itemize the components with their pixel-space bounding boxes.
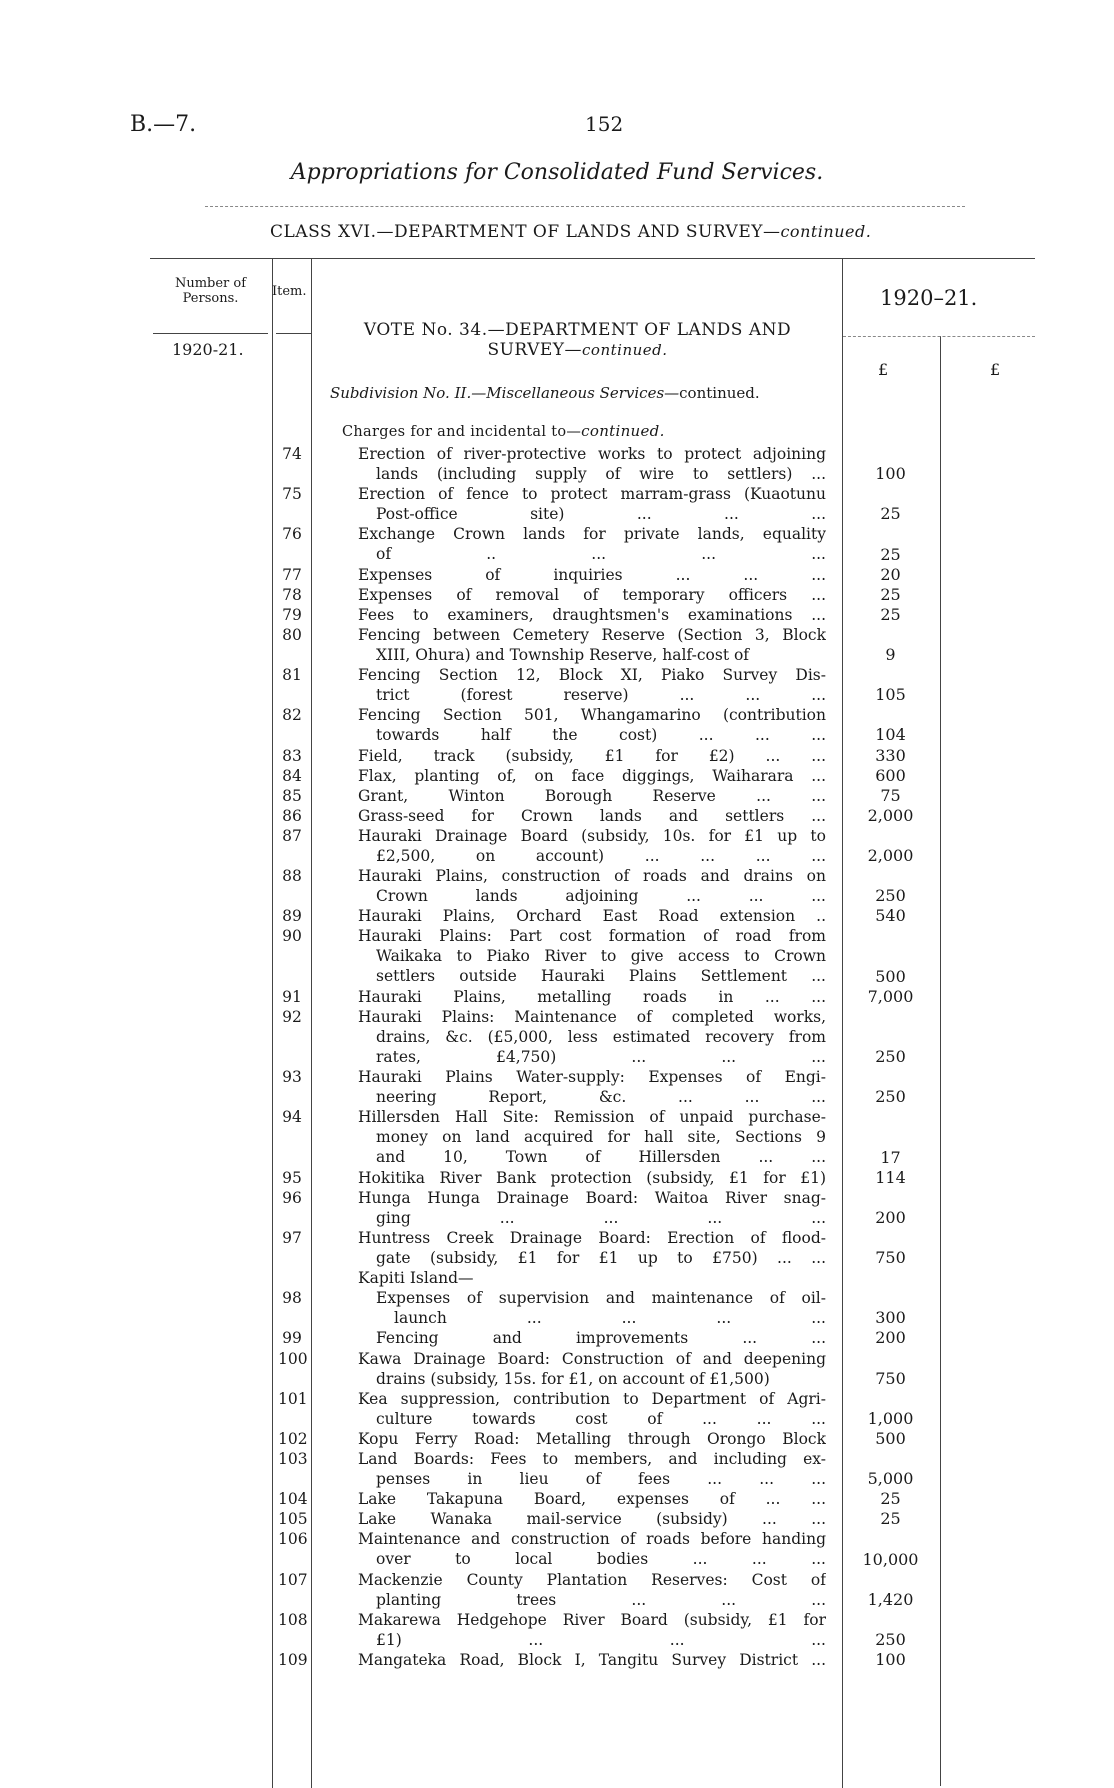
item-description: [358, 1168, 826, 1188]
description-line: Mangateka Road, Block I, Tangitu Survey District ...: [358, 1651, 826, 1669]
item-description: [358, 1650, 826, 1670]
item-number: 84: [282, 766, 302, 785]
item-amount: 500: [875, 1428, 906, 1448]
item-number: 89: [282, 907, 302, 926]
description-line: Hauraki Drainage Board (subsidy, 10s. for £1 up to: [358, 826, 826, 845]
description-line: Mackenzie County Plantation Reserves: Cost of: [358, 1570, 826, 1589]
item-number: 104: [278, 1490, 308, 1509]
item-amount: 100: [875, 464, 906, 484]
item-number: 108: [278, 1610, 308, 1629]
item-amount: 25: [880, 504, 901, 524]
item-number: 100: [278, 1349, 308, 1368]
item-amount: 10,000: [862, 1549, 919, 1569]
description-line: trict (forest reserve) ... ... ...: [376, 686, 826, 705]
description-line: Kawa Drainage Board: Construction of and deepening: [358, 1349, 826, 1368]
description-line: Fencing and improvements ... ...: [376, 1329, 826, 1348]
description-line: Fees to examiners, draughtsmen's examinations ...: [358, 605, 826, 624]
item-description: [358, 1007, 826, 1067]
item-amount: 9: [885, 645, 896, 664]
description-line: Flax, planting of, on face diggings, Waiharara ...: [358, 766, 826, 785]
item-number: 87: [282, 826, 302, 845]
description-line: gate (subsidy, £1 for £1 up to £750) ... ...: [376, 1248, 826, 1267]
item-description: [358, 987, 826, 1007]
item-column-header: Item.: [272, 284, 307, 299]
item-amount: 250: [875, 1047, 906, 1066]
item-description: [358, 625, 826, 665]
item-amount: 104: [875, 725, 906, 745]
item-number: 76: [282, 525, 302, 544]
item-number: 93: [282, 1068, 302, 1087]
description-line: Fencing Section 12, Block XI, Piako Survey Dis-: [358, 666, 826, 685]
description-line: Erection of fence to protect marram-grass (Kuaotunu: [358, 485, 826, 504]
description-line: Expenses of supervision and maintenance of oil-: [376, 1289, 826, 1308]
item-amount: 540: [875, 906, 906, 926]
item-number: 74: [282, 445, 302, 463]
description-line: launch ... ... ... ...: [394, 1309, 826, 1328]
item-number: 97: [282, 1228, 302, 1247]
item-amount: 200: [875, 1207, 906, 1227]
item-amount: 114: [875, 1167, 906, 1187]
item-description: [358, 605, 826, 625]
item-number: 91: [282, 987, 302, 1006]
item-amount: 750: [875, 1248, 906, 1267]
item-amount: 105: [875, 685, 906, 705]
description-line: Erection of river-protective works to protect adjoining: [358, 445, 826, 463]
description-line: Grant, Winton Borough Reserve ... ...: [358, 786, 826, 805]
item-description: [358, 1067, 826, 1107]
description-line: of .. ... ... ...: [376, 545, 826, 564]
item-amount: 250: [875, 1087, 906, 1107]
item-description: [358, 906, 826, 926]
item-number: 83: [282, 746, 302, 765]
description-line: Hauraki Plains, metalling roads in ... ...: [358, 987, 826, 1006]
description-line: Expenses of removal of temporary officers ...: [358, 585, 826, 604]
description-line: Fencing between Cemetery Reserve (Section 3, Block: [358, 625, 826, 644]
item-number: 94: [282, 1108, 302, 1127]
item-number: 80: [282, 625, 302, 644]
description-line: Kea suppression, contribution to Department of Agri-: [358, 1389, 826, 1408]
item-description: [358, 926, 826, 986]
item-description: [358, 1529, 826, 1569]
page-title: Appropriations for Consolidated Fund Services.: [290, 160, 824, 185]
vote-heading: VOTE No. 34.—DEPARTMENT OF LANDS AND SURVEY—continued.: [363, 320, 792, 360]
description-line: Exchange Crown lands for private lands, equality: [358, 525, 826, 544]
item-number: 82: [282, 706, 302, 725]
item-number: 103: [278, 1450, 308, 1468]
description-line: Land Boards: Fees to members, and including ex-: [358, 1450, 826, 1468]
item-number: 101: [278, 1389, 308, 1408]
description-line: Hauraki Plains: Part cost formation of road from: [358, 927, 826, 946]
subdivision-heading: Subdivision No. II.—Miscellaneous Services—continued.: [330, 384, 760, 402]
item-number: 107: [278, 1570, 308, 1589]
item-amount: 25: [880, 1509, 901, 1529]
page-number: 152: [585, 112, 624, 136]
description-line: Crown lands adjoining ... ... ...: [376, 887, 826, 906]
charges-heading: Charges for and incidental to—continued.: [342, 422, 665, 440]
item-description: [358, 746, 826, 766]
item-number: 109: [278, 1651, 308, 1669]
item-description: [376, 1288, 826, 1328]
item-number: 78: [282, 585, 302, 604]
item-amount: 25: [880, 584, 901, 604]
item-amount: 7,000: [867, 986, 914, 1006]
item-number: 90: [282, 927, 302, 946]
description-line: Maintenance and construction of roads before handing: [358, 1530, 826, 1549]
description-line: neering Report, &c. ... ... ...: [376, 1088, 826, 1107]
item-amount: 300: [875, 1308, 906, 1328]
item-description: [358, 1509, 826, 1529]
description-line: Fencing Section 501, Whangamarino (contribution: [358, 706, 826, 725]
paper-reference: B.—7.: [130, 112, 197, 137]
item-description: [358, 1570, 826, 1610]
item-description: [358, 826, 826, 866]
item-description: [358, 1349, 826, 1389]
item-number: 85: [282, 786, 302, 805]
description-line: towards half the cost) ... ... ...: [376, 726, 826, 745]
description-line: Field, track (subsidy, £1 for £2) ... ...: [358, 746, 826, 765]
item-number: 105: [278, 1510, 308, 1529]
item-description: [358, 1449, 826, 1489]
item-description: [358, 1610, 826, 1650]
item-number: 96: [282, 1188, 302, 1207]
description-line: drains, &c. (£5,000, less estimated recovery from: [376, 1027, 826, 1046]
item-amount: 5,000: [867, 1469, 914, 1489]
item-amount: 100: [875, 1650, 906, 1669]
item-description: [358, 866, 826, 906]
item-description: [358, 1489, 826, 1509]
item-amount: 750: [875, 1368, 906, 1388]
item-group-heading: [358, 1268, 826, 1288]
item-amount: 250: [875, 886, 906, 906]
item-amount: 250: [875, 1629, 906, 1649]
item-description: [358, 806, 826, 826]
item-number: 81: [282, 666, 302, 685]
item-amount: 600: [875, 765, 906, 785]
description-line: over to local bodies ... ... ...: [376, 1550, 826, 1569]
description-line: Post-office site) ... ... ...: [376, 505, 826, 524]
description-line: Hauraki Plains, construction of roads and drains on: [358, 867, 826, 886]
description-line: culture towards cost of ... ... ...: [376, 1409, 826, 1428]
item-amount: 25: [880, 544, 901, 564]
item-number: 98: [282, 1289, 302, 1308]
year-column-header: 1920–21.: [880, 286, 978, 310]
description-line: penses in lieu of fees ... ... ...: [376, 1470, 826, 1488]
item-description: [358, 444, 826, 484]
item-number: 106: [278, 1530, 308, 1549]
description-line: Lake Wanaka mail-service (subsidy) ... ...: [358, 1510, 826, 1529]
description-line: £1) ... ... ...: [376, 1630, 826, 1649]
description-line: Kopu Ferry Road: Metalling through Orongo Block: [358, 1429, 826, 1448]
item-description: [358, 665, 826, 705]
item-description: [358, 585, 826, 605]
description-line: ging ... ... ... ...: [376, 1208, 826, 1227]
description-line: XIII, Ohura) and Township Reserve, half-cost of: [376, 645, 750, 664]
persons-year-label: 1920-21.: [172, 340, 244, 359]
item-description: [358, 705, 826, 745]
description-line: Hauraki Plains, Orchard East Road extension ..: [358, 907, 826, 926]
item-number: 88: [282, 867, 302, 886]
item-description: [358, 524, 826, 564]
description-line: Makarewa Hedgehope River Board (subsidy, £1 for: [358, 1610, 826, 1629]
item-number: 99: [282, 1329, 302, 1348]
currency-symbol-1: £: [878, 360, 889, 379]
description-line: settlers outside Hauraki Plains Settlement ...: [376, 967, 826, 986]
description-line: Kapiti Island—: [358, 1269, 474, 1288]
description-line: money on land acquired for hall site, Sections 9: [376, 1128, 826, 1147]
item-number: 79: [282, 605, 302, 624]
item-description: [358, 1429, 826, 1449]
currency-symbol-2: £: [990, 360, 1001, 379]
item-description: [358, 786, 826, 806]
description-line: drains (subsidy, 15s. for £1, on account of £1,500): [376, 1369, 770, 1388]
description-line: Huntress Creek Drainage Board: Erection of flood-: [358, 1228, 826, 1247]
item-description: [358, 1228, 826, 1268]
item-description: [358, 1389, 826, 1429]
item-number: 95: [282, 1168, 302, 1187]
item-description: [376, 1328, 826, 1348]
item-amount: 500: [875, 966, 906, 986]
item-amount: 330: [875, 745, 906, 765]
item-number: 92: [282, 1007, 302, 1026]
item-number: 102: [278, 1429, 308, 1448]
description-line: and 10, Town of Hillersden ... ...: [376, 1148, 826, 1167]
item-amount: 2,000: [867, 846, 914, 865]
description-line: planting trees ... ... ...: [376, 1590, 826, 1609]
item-amount: 17: [880, 1147, 901, 1167]
description-line: rates, £4,750) ... ... ...: [376, 1047, 826, 1066]
item-amount: 200: [875, 1328, 906, 1348]
persons-column-header: Number of Persons.: [174, 276, 247, 306]
description-line: Expenses of inquiries ... ... ...: [358, 565, 826, 584]
item-number: 75: [282, 485, 302, 504]
item-amount: 75: [880, 785, 901, 805]
description-line: Grass-seed for Crown lands and settlers ...: [358, 806, 826, 825]
item-amount: 20: [880, 564, 901, 584]
item-amount: 2,000: [867, 805, 914, 825]
description-line: £2,500, on account) ... ... ... ...: [376, 846, 826, 865]
class-heading: CLASS XVI.—DEPARTMENT OF LANDS AND SURVEY—continued.: [270, 222, 872, 242]
item-amount: 1,000: [867, 1408, 914, 1428]
item-description: [358, 565, 826, 585]
item-description: [358, 766, 826, 786]
item-number: 86: [282, 806, 302, 825]
item-description: [358, 1107, 826, 1167]
item-amount: 1,420: [867, 1589, 914, 1609]
item-description: [358, 1188, 826, 1228]
item-number: 77: [282, 565, 302, 584]
description-line: Hokitika River Bank protection (subsidy, £1 for £1): [358, 1168, 826, 1187]
item-amount: 25: [880, 604, 901, 624]
item-amount: 25: [880, 1489, 901, 1509]
description-line: Lake Takapuna Board, expenses of ... ...: [358, 1490, 826, 1509]
item-description: [358, 484, 826, 524]
description-line: Hillersden Hall Site: Remission of unpaid purchase-: [358, 1108, 826, 1127]
description-line: Hauraki Plains: Maintenance of completed works,: [358, 1007, 826, 1026]
description-line: Waikaka to Piako River to give access to Crown: [376, 947, 826, 966]
description-line: lands (including supply of wire to settlers) ...: [376, 465, 826, 483]
description-line: Hunga Hunga Drainage Board: Waitoa River snag-: [358, 1188, 826, 1207]
description-line: Hauraki Plains Water-supply: Expenses of Engi-: [358, 1068, 826, 1087]
